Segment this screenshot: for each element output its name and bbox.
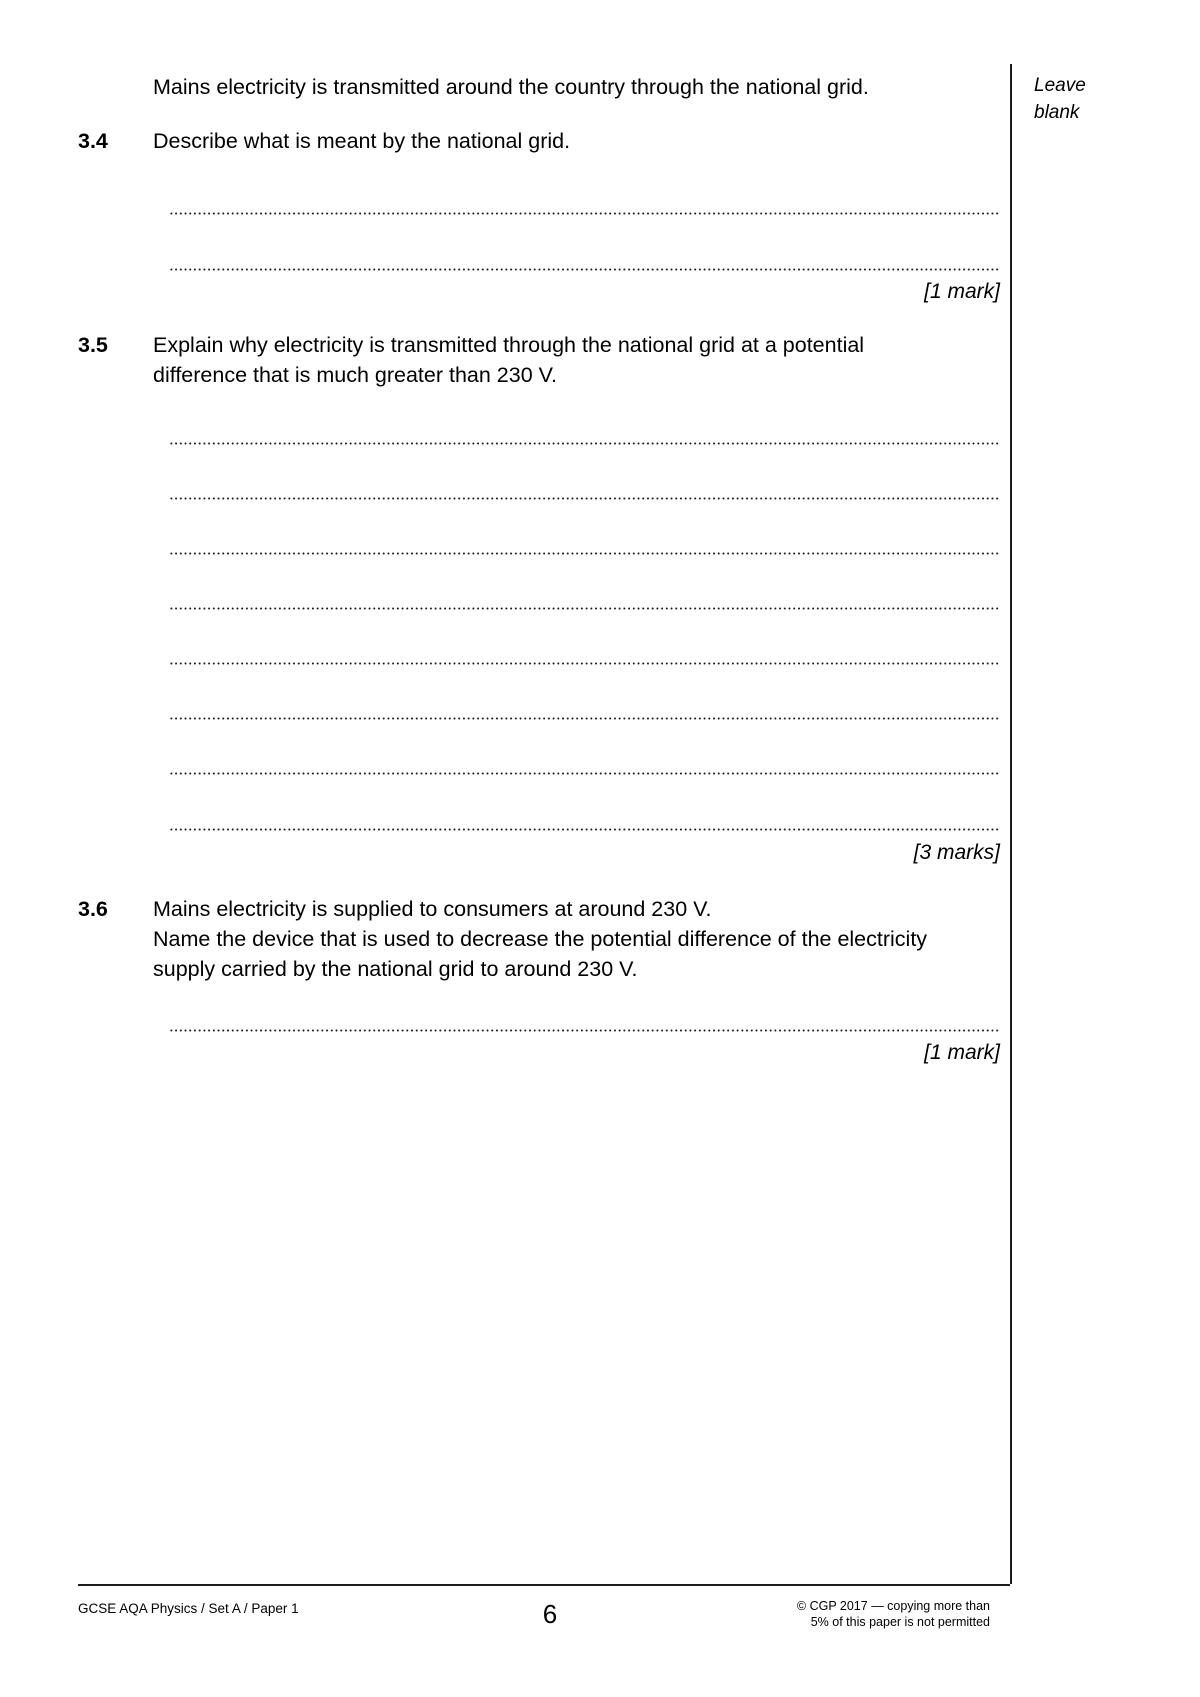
answer-line[interactable] bbox=[169, 717, 1000, 720]
question-text-3-6 bbox=[153, 894, 1008, 984]
leave-blank-label bbox=[1034, 72, 1184, 126]
answer-line[interactable] bbox=[169, 1029, 1000, 1032]
intro-paragraph: Mains electricity is transmitted around the country through the national grid. bbox=[153, 75, 869, 99]
footer-divider bbox=[78, 1584, 1010, 1586]
footer-copyright-line-2: 5% of this paper is not permitted bbox=[810, 1615, 990, 1629]
marks-label-3-6: [1 mark] bbox=[924, 1041, 1000, 1064]
question-number-3-5: 3.5 bbox=[78, 333, 108, 357]
footer-paper-title: GCSE AQA Physics / Set A / Paper 1 bbox=[78, 1601, 299, 1616]
answer-line[interactable] bbox=[169, 772, 1000, 775]
footer-page-number: 6 bbox=[542, 1599, 558, 1629]
question-text-3-4 bbox=[153, 126, 1008, 156]
answer-line[interactable] bbox=[169, 552, 1000, 555]
leave-blank-line-2: blank bbox=[1034, 102, 1080, 123]
answer-line[interactable] bbox=[169, 268, 1000, 271]
question-text-3-6-line-1: Mains electricity is supplied to consumers at around 230 V. bbox=[153, 897, 712, 921]
footer-copyright bbox=[797, 1598, 990, 1630]
leave-blank-divider bbox=[1010, 64, 1012, 1584]
answer-line[interactable] bbox=[169, 828, 1000, 831]
answer-line[interactable] bbox=[169, 497, 1000, 500]
leave-blank-line-1: Leave bbox=[1034, 75, 1086, 96]
question-text-3-6-line-3: supply carried by the national grid to around 230 V. bbox=[153, 957, 638, 981]
question-text-3-5-line-2: difference that is much greater than 230 V. bbox=[153, 363, 557, 387]
question-text-3-5 bbox=[153, 330, 1008, 390]
answer-line[interactable] bbox=[169, 212, 1000, 215]
answer-line[interactable] bbox=[169, 662, 1000, 665]
answer-line[interactable] bbox=[169, 442, 1000, 445]
question-number-3-6: 3.6 bbox=[78, 897, 108, 921]
question-text-3-5-line-1: Explain why electricity is transmitted through the national grid at a potential bbox=[153, 333, 865, 357]
question-text-3-6-line-2: Name the device that is used to decrease the potential difference of the electricity bbox=[153, 927, 928, 951]
marks-label-3-4: [1 mark] bbox=[924, 280, 1000, 303]
question-number-3-4: 3.4 bbox=[78, 129, 108, 153]
footer-copyright-line-1: © CGP 2017 — copying more than bbox=[796, 1599, 990, 1613]
question-text-3-4-line-1: Describe what is meant by the national grid. bbox=[153, 129, 571, 153]
marks-label-3-5: [3 marks] bbox=[913, 841, 1000, 864]
answer-line[interactable] bbox=[169, 607, 1000, 610]
